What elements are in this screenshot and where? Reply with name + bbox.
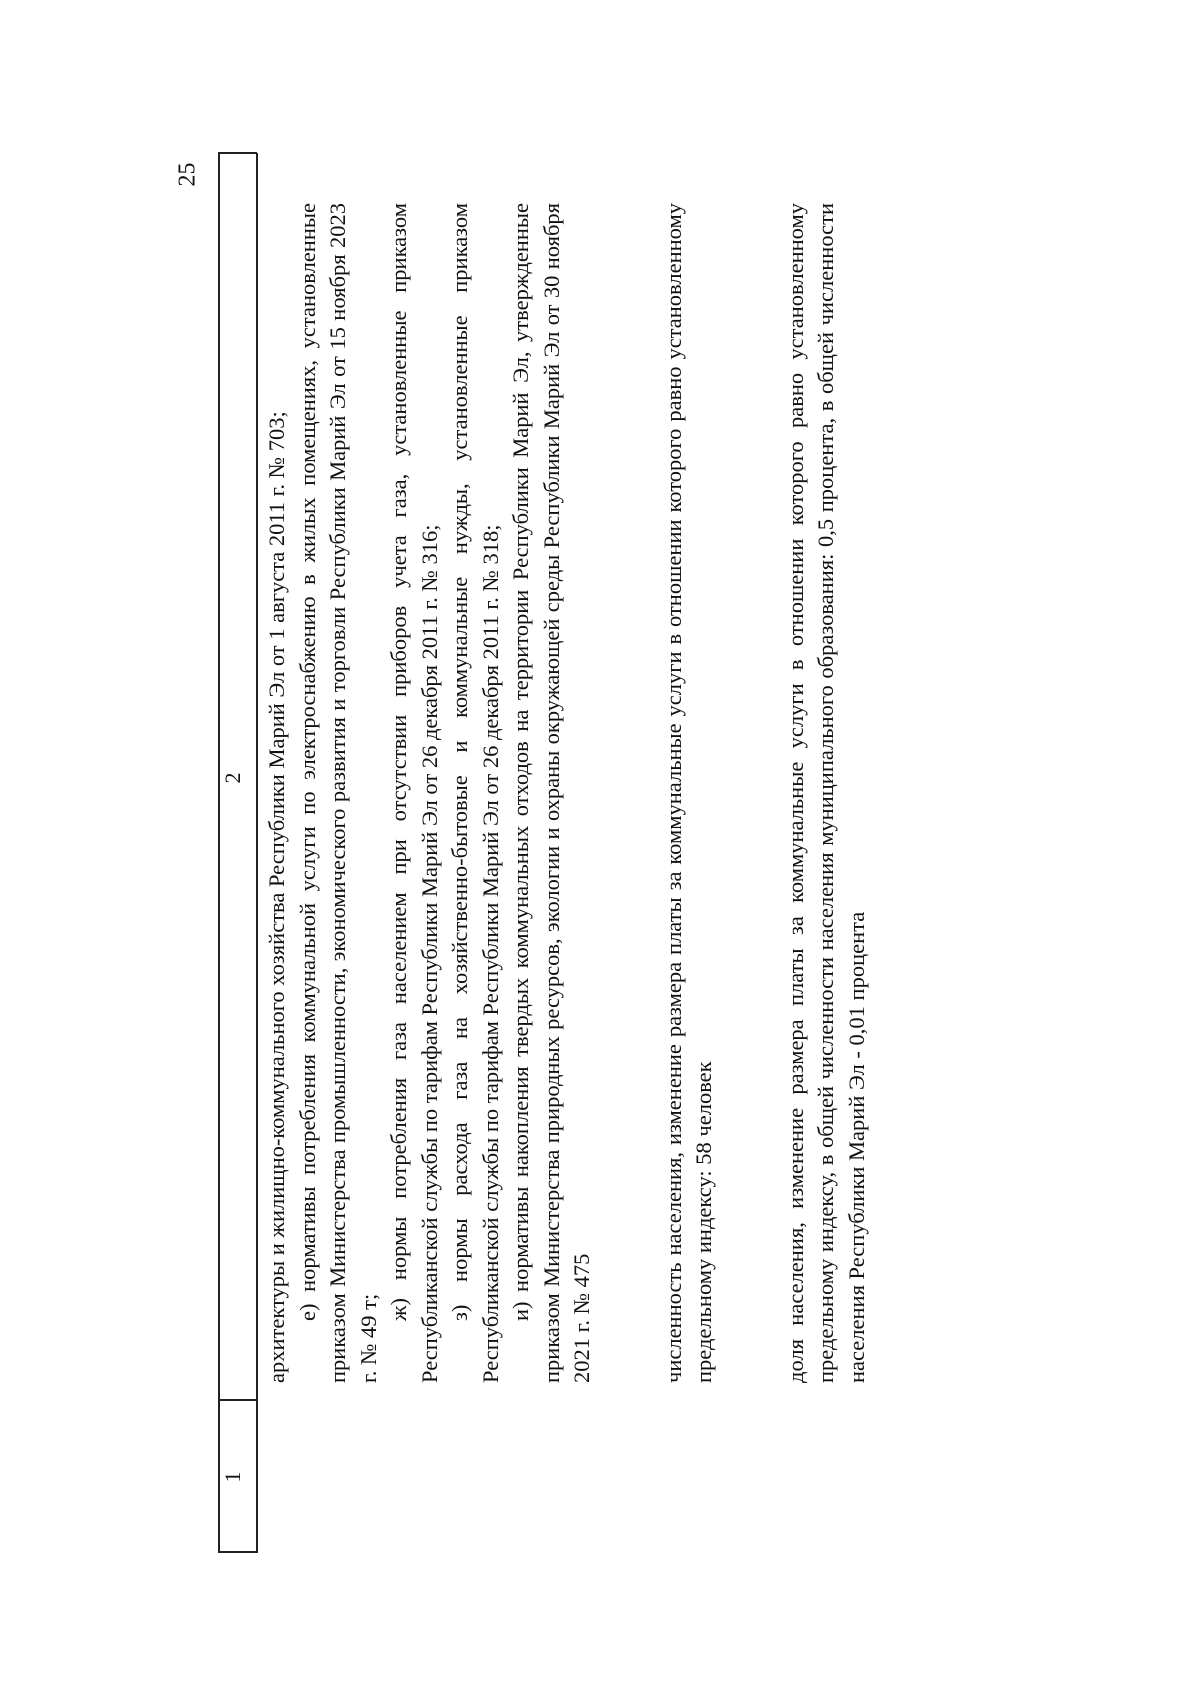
population-count-text: численность населения, изменение размера платы за коммунальные услуги в отношении которого равно установленному предельному индексу: 58 человек (660, 203, 716, 1383)
column-divider-right (218, 153, 257, 155)
table-top-rule (218, 153, 220, 1553)
column-divider-1-2 (218, 1400, 257, 1402)
population-share-text: доля населения, изменение размера платы за коммунальные услуги в отношении которого равно установленному предельному индексу, в общей численности населения муниципального образования: 0,5 процента, в общей численности населения Республики Марий Эл - 0,01 процента (782, 203, 869, 1383)
paragraph-e: е) нормативы потребления коммунальной услуги по электроснабжению в жилых помещениях, установленные приказом Министерства промышленности, экономического развития и торговли Республики Марий Эл от 15 ноября 2023 г. № 49 т; (294, 203, 381, 1383)
column-divider-left (218, 1552, 257, 1554)
row-gap (720, 203, 781, 1383)
table (218, 153, 1038, 1553)
paragraph-i: и) нормативы накопления твердых коммунальных отходов на территории Республики Марий Эл, утвержденные приказом Министерства природных ресурсов, экологии и охраны окружающей среды Республики Марий Эл от 30 ноября 2021 г. № 475 (508, 203, 594, 1383)
table-header-rule (256, 153, 258, 1553)
page-number: 25 (174, 162, 201, 187)
paragraph-z: з) нормы расхода газа на хозяйственно-бытовые и коммунальные нужды, установленные приказом Республиканской службы по тарифам Республики Марий Эл от 26 декабря 2011 г. № 318; (447, 203, 503, 1383)
paragraph-zh: ж) нормы потребления газа населением при отсутствии приборов учета газа, установленные приказом Республиканской службы по тарифам Республики Марий Эл от 26 декабря 2011 г. № 316; (386, 203, 442, 1383)
paragraph-0: архитектуры и жилищно-коммунального хозяйства Республики Марий Эл от 1 августа 2011 г. № 703; (264, 411, 289, 1383)
column-header-2: 2 (220, 772, 245, 784)
column-2-content (262, 203, 872, 1383)
row-gap (598, 203, 659, 1383)
column-header-1: 1 (220, 1471, 245, 1483)
